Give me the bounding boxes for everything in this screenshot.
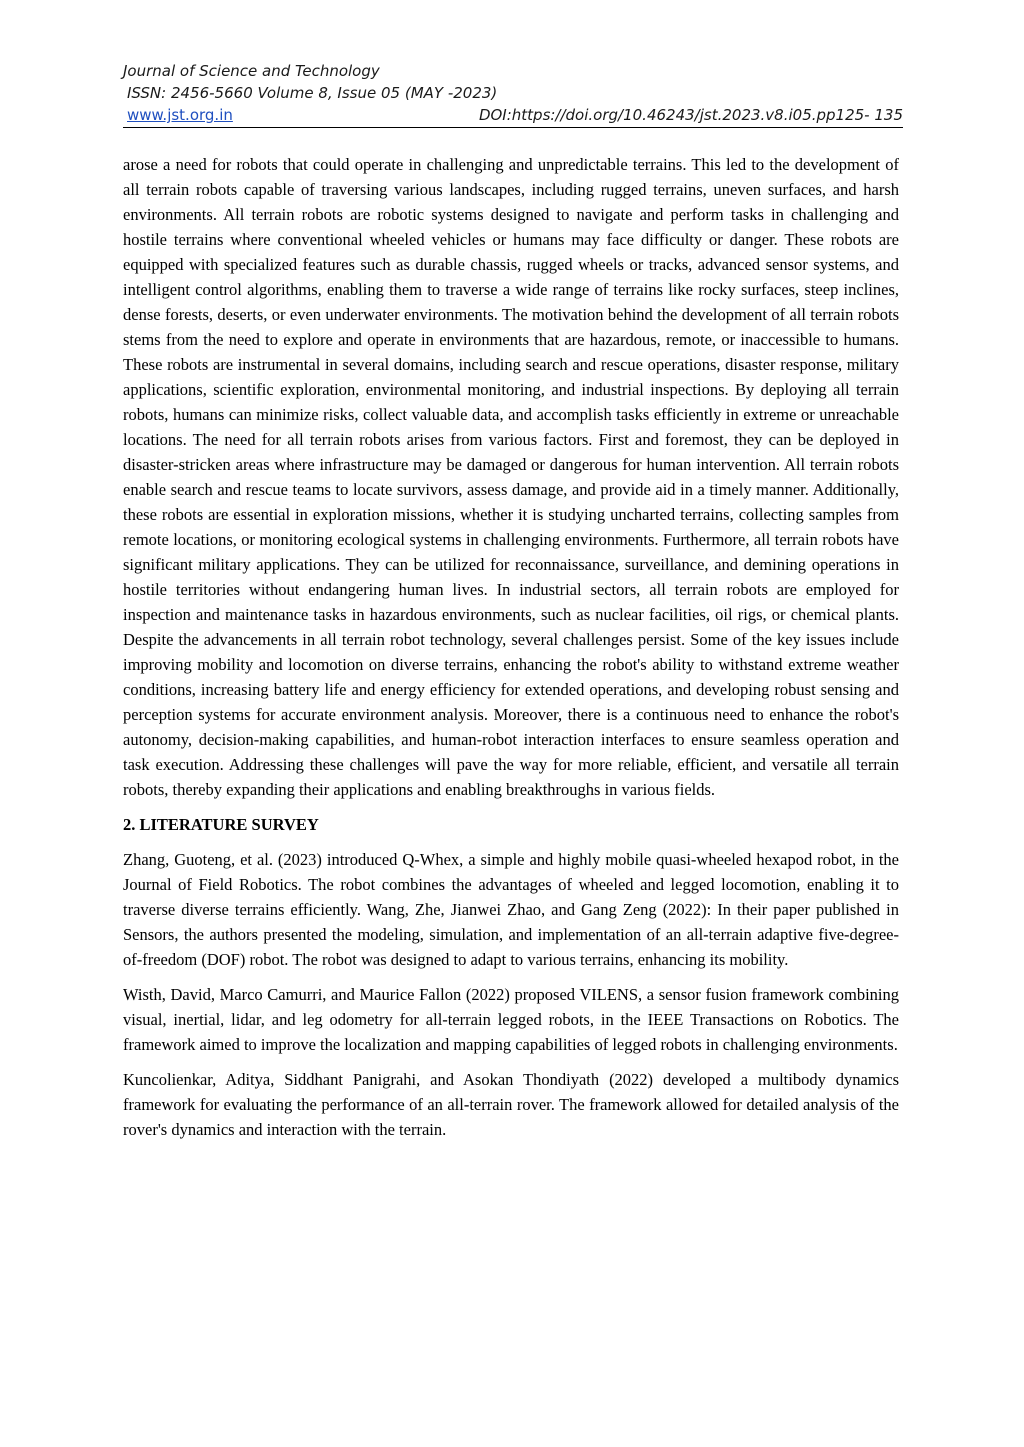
doi-text: DOI:https://doi.org/10.46243/jst.2023.v8.i05.pp125- 135 <box>478 106 903 124</box>
lit-paragraph: Kuncolienkar, Aditya, Siddhant Panigrahi, and Asokan Thondiyath (2022) developed a multibody dynamics framework for evaluating the performance of an all-terrain rover. The framework allowed for detailed analysis of the rover's dynamics and interaction with the terrain. <box>123 1070 899 1139</box>
journal-title: Journal of Science and Technology <box>123 62 380 80</box>
header-links-row <box>123 104 903 128</box>
website-link[interactable]: www.jst.org.in <box>127 106 233 124</box>
running-header <box>123 60 903 128</box>
lit-paragraph: Wisth, David, Marco Camurri, and Maurice Fallon (2022) proposed VILENS, a sensor fusion framework combining visual, inertial, lidar, and leg odometry for all-terrain legged robots, in the IEEE Transactions on Robotics. The framework aimed to improve the localization and mapping capabilities of legged robots in challenging environments. <box>123 985 899 1054</box>
section-heading: 2. LITERATURE SURVEY <box>123 815 319 834</box>
article-body <box>123 152 899 1152</box>
lit-paragraph: Zhang, Guoteng, et al. (2023) introduced Q-Whex, a simple and highly mobile quasi-wheeled hexapod robot, in the Journal of Field Robotics. The robot combines the advantages of wheeled and legged locomotion, enabling it to traverse diverse terrains efficiently. Wang, Zhe, Jianwei Zhao, and Gang Zeng (2022): In their paper published in Sensors, the authors presented the modeling, simulation, and implementation of an all-terrain adaptive five-degree-of-freedom (DOF) robot. The robot was designed to adapt to various terrains, enhancing its mobility. <box>123 850 899 969</box>
intro-paragraph: arose a need for robots that could operate in challenging and unpredictable terrains. This led to the development of all terrain robots capable of traversing various landscapes, including rugged terrains, uneven surfaces, and harsh environments. All terrain robots are robotic systems designed to navigate and perform tasks in challenging and hostile terrains where conventional wheeled vehicles or humans may face difficulty or danger. These robots are equipped with specialized features such as durable chassis, rugged wheels or tracks, advanced sensor systems, and intelligent control algorithms, enabling them to traverse a wide range of terrains like rocky surfaces, steep inclines, dense forests, deserts, or even underwater environments. The motivation behind the development of all terrain robots stems from the need to explore and operate in environments that are hazardous, remote, or inaccessible to humans. These robots are instrumental in several domains, including search and rescue operations, disaster response, military applications, scientific exploration, environmental monitoring, and industrial inspections. By deploying all terrain robots, humans can minimize risks, collect valuable data, and accomplish tasks efficiently in extreme or unreachable locations. The need for all terrain robots arises from various factors. First and foremost, they can be deployed in disaster-stricken areas where infrastructure may be damaged or dangerous for human intervention. All terrain robots enable search and rescue teams to locate survivors, assess damage, and provide aid in a timely manner. Additionally, these robots are essential in exploration missions, whether it is studying uncharted terrains, collecting samples from remote locations, or monitoring ecological systems in challenging environments. Furthermore, all terrain robots have significant military applications. They can be utilized for reconnaissance, surveillance, and demining operations in hostile territories without endangering human lives. In industrial sectors, all terrain robots are employed for inspection and maintenance tasks in hazardous environments, such as nuclear facilities, oil rigs, or chemical plants. Despite the advancements in all terrain robot technology, several challenges persist. Some of the key issues include improving mobility and locomotion on diverse terrains, enhancing the robot's ability to withstand extreme weather conditions, increasing battery life and energy efficiency for extended operations, and developing robust sensing and perception systems for accurate environment analysis. Moreover, there is a continuous need to enhance the robot's autonomy, decision-making capabilities, and human-robot interaction interfaces to ensure seamless operation and task execution. Addressing these challenges will pave the way for more reliable, efficient, and versatile all terrain robots, thereby expanding their applications and enabling breakthroughs in various fields. <box>123 155 899 799</box>
issn-line: ISSN: 2456-5660 Volume 8, Issue 05 (MAY -2023) <box>127 84 498 102</box>
